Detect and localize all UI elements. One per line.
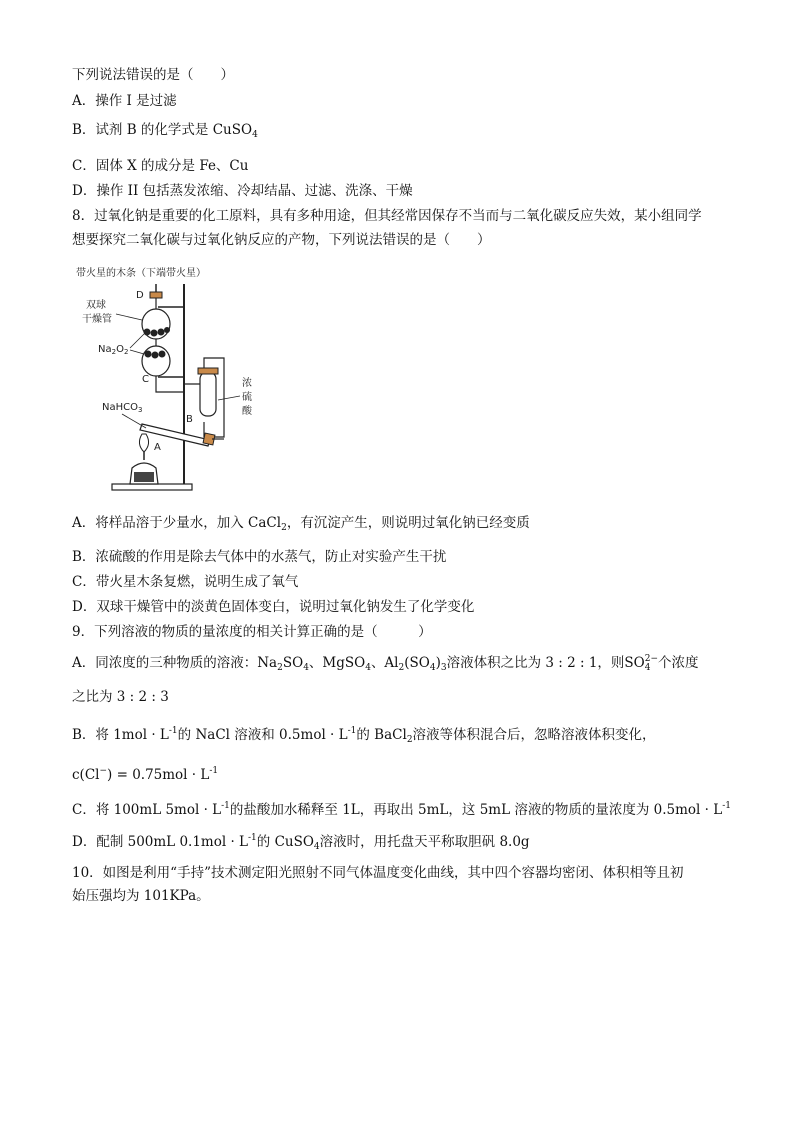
flame [139,434,148,452]
label-na2o2: $Na_2O_2$ [98,344,129,356]
q8-option-a-sub: 2 [281,523,287,533]
stand-base [112,484,192,490]
na2o2-granule [145,351,152,358]
na2o2-granule [159,351,166,358]
q9-option-a-line2: 之比为 3 : 2 : 3 [72,689,169,705]
q8-option-a [72,514,530,537]
q8-option-c: C．带火星木条复燃，说明生成了氧气 [72,574,299,590]
q9-option-a: A．同浓度的三种物质的溶液：$Na_2SO_4$、MgSO$_4$、$Al_2(SO_4)_3$溶液体积之比为 3 : 2 : 1，则SO 2− 4 个浓度 [72,653,699,673]
q10-stem-line2: 始压强均为 101KPa。 [72,888,210,904]
leader-na2o2 [130,350,144,354]
acid-test-tube [200,372,216,416]
q7-option-c: C．固体 X 的成分是 Fe、Cu [72,158,249,174]
label-c: C [142,374,149,385]
diagram-caption: 带火星的木条（下端带火星） [76,268,206,279]
na2o2-granule [152,352,159,359]
label-dryer-1: 双球 [86,300,106,311]
apparatus-svg [72,262,272,502]
q7-option-a: A．操作 I 是过滤 [72,93,177,109]
stopper-d [150,292,162,298]
leader-na2o2 [130,334,144,348]
q7-option-b [72,121,258,144]
q7-stem: 下列说法错误的是（ ） [72,67,234,83]
leader-dryer [116,314,142,320]
q8-option-d: D．双球干燥管中的淡黄色固体变白，说明过氧化钠发生了化学变化 [72,599,475,615]
label-acid-3: 酸 [242,406,252,417]
bulb-lower [142,346,170,376]
heating-tube [140,424,210,446]
leader-acid [218,396,240,400]
na2o2-granule [164,327,170,333]
q8-option-a-text-2: ，有沉淀产生，则说明过氧化钠已经变质 [286,515,530,531]
label-d: D [136,290,144,301]
q8-stem-line1: 8．过氧化钠是重要的化工原料，具有多种用途，但其经常因保存不当而与二氧化碳反应失效，某小组同学 [72,208,702,224]
lamp-fuel [134,472,154,482]
q9-option-b: B．将 $1mol \cdot L^{-1}$的 NaCl 溶液和 $0.5mol \cdot L^{-1}$的 BaCl$_2$溶液等体积混合后，忽略溶液体积变化， [72,726,656,745]
label-acid-1: 浓 [242,378,252,389]
label-acid-2: 硫 [242,392,252,403]
q8-option-b: B．浓硫酸的作用是除去气体中的水蒸气，防止对实验产生干扰 [72,549,447,565]
q9-stem: 9．下列溶液的物质的量浓度的相关计算正确的是（ ） [72,624,432,640]
leader-nahco3 [122,414,146,428]
label-b: B [186,414,193,425]
na2o2-granule [144,329,151,336]
q8-option-a-text: A．将样品溶于少量水，加入 CaCl [72,515,282,531]
label-dryer-2: 干燥管 [82,314,112,325]
q7-option-d: D．操作 II 包括蒸发浓缩、冷却结晶、过滤、洗涤、干燥 [72,183,413,199]
q8-stem-line2: 想要探究二氧化碳与过氧化钠反应的产物，下列说法错误的是（ ） [72,232,491,248]
na2o2-granule [158,329,165,336]
q9-option-c: C．将 100mL $5mol \cdot L^{-1}$的盐酸加水稀释至 1L，再取出 5mL，这 5mL 溶液的物质的量浓度为 $0.5mol \cdot L^{-1}$ [72,801,731,818]
q7-option-b-text: B．试剂 B 的化学式是 CuSO [72,122,253,138]
q9-option-d: D．配制 500mL $0.1mol \cdot L^{-1}$的 CuSO$_4$溶液时，用托盘天平称取胆矾 8.0g [72,833,530,852]
q10-stem-line1: 10．如图是利用“手持”技术测定阳光照射不同气体温度变化曲线，其中四个容器均密闭、体积相等且初 [72,865,684,881]
acid-stopper [198,368,218,374]
na2o2-granule [151,330,158,337]
q7-option-b-sub: 4 [252,130,258,140]
connect-tube-c [156,384,184,392]
q9-option-b-line2: $c(Cl^-) = 0.75mol \cdot L^{-1}$ [72,766,219,783]
label-nahco3: NaHCO$_3$ [102,402,143,414]
apparatus-diagram [72,262,272,502]
label-a: A [154,442,161,453]
